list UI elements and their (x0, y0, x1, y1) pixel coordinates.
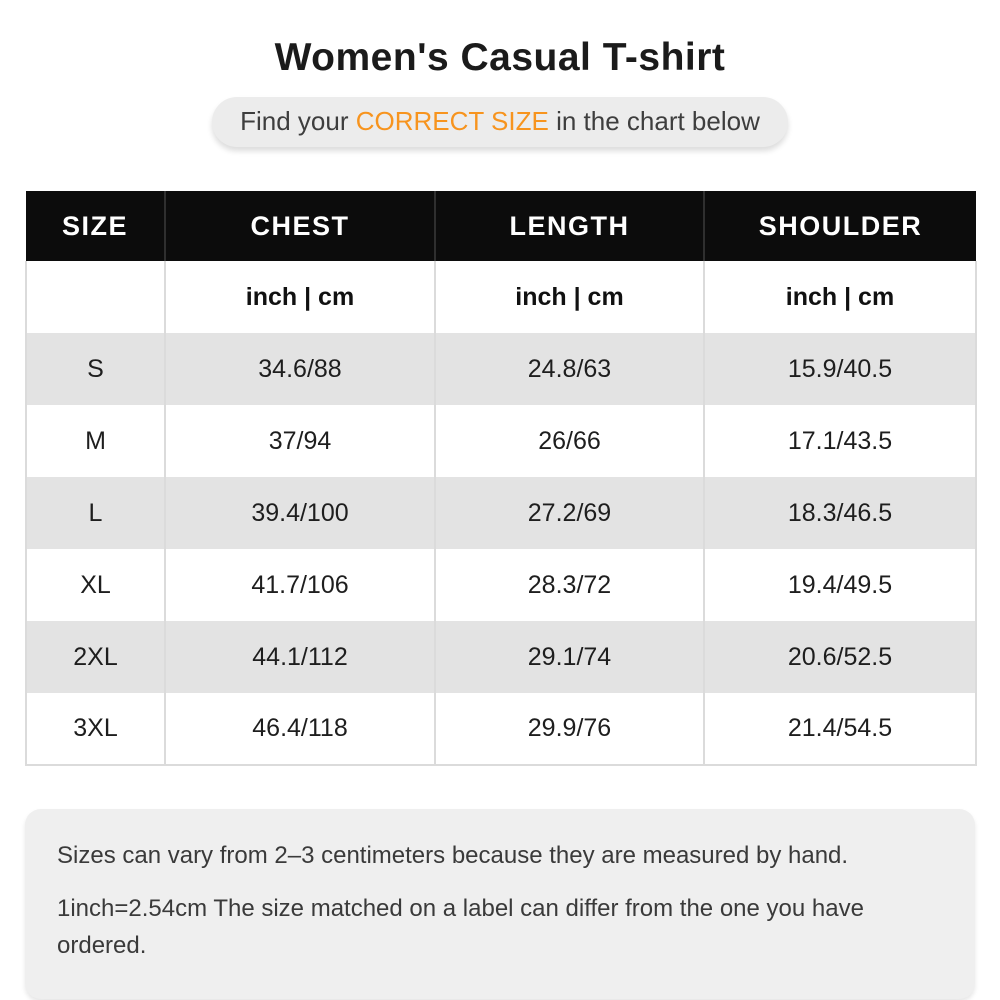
table-row (26, 405, 976, 477)
chest-cell: 34.6/88 (165, 333, 435, 405)
length-cell: 28.3/72 (435, 549, 704, 621)
note-line-1: Sizes can vary from 2–3 centimeters because they are measured by hand. (57, 842, 849, 869)
size-cell: XL (26, 549, 165, 621)
size-cell: M (26, 405, 165, 477)
table-row (26, 333, 976, 405)
column-header-shoulder: SHOULDER (704, 191, 976, 261)
size-cell: 3XL (26, 693, 165, 765)
size-cell: S (26, 333, 165, 405)
table-header-row (26, 191, 976, 261)
shoulder-cell: 15.9/40.5 (704, 333, 976, 405)
subtitle-highlight: CORRECT SIZE (355, 106, 549, 136)
note-line-2: 1inch=2.54cm The size matched on a label can differ from the one you have ordered. (57, 895, 864, 960)
table-row (26, 549, 976, 621)
table-row (26, 477, 976, 549)
page-title: Women's Casual T-shirt (274, 36, 726, 79)
subtitle-pill (212, 97, 788, 147)
chest-cell: 37/94 (165, 405, 435, 477)
chest-cell: 44.1/112 (165, 621, 435, 693)
unit-cell-empty (26, 261, 165, 333)
table-row (26, 621, 976, 693)
subtitle-suffix: in the chart below (548, 106, 760, 136)
shoulder-cell: 20.6/52.5 (704, 621, 976, 693)
column-header-chest: CHEST (165, 191, 435, 261)
shoulder-cell: 17.1/43.5 (704, 405, 976, 477)
size-cell: 2XL (26, 621, 165, 693)
shoulder-cell: 19.4/49.5 (704, 549, 976, 621)
column-header-size: SIZE (26, 191, 165, 261)
size-chart-table-wrap (25, 191, 975, 766)
length-cell: 26/66 (435, 405, 704, 477)
chest-cell: 39.4/100 (165, 477, 435, 549)
size-cell: L (26, 477, 165, 549)
length-cell: 29.1/74 (435, 621, 704, 693)
chest-cell: 41.7/106 (165, 549, 435, 621)
size-chart-body (26, 333, 976, 765)
chest-cell: 46.4/118 (165, 693, 435, 765)
unit-cell-length: inch | cm (435, 261, 704, 333)
length-cell: 29.9/76 (435, 693, 704, 765)
table-row (26, 693, 976, 765)
measurement-note-box (25, 809, 975, 999)
unit-cell-shoulder: inch | cm (704, 261, 976, 333)
length-cell: 24.8/63 (435, 333, 704, 405)
shoulder-cell: 21.4/54.5 (704, 693, 976, 765)
length-cell: 27.2/69 (435, 477, 704, 549)
shoulder-cell: 18.3/46.5 (704, 477, 976, 549)
subtitle-prefix: Find your (240, 106, 356, 136)
size-chart-table (25, 191, 977, 766)
unit-row (26, 261, 976, 333)
unit-cell-chest: inch | cm (165, 261, 435, 333)
column-header-length: LENGTH (435, 191, 704, 261)
